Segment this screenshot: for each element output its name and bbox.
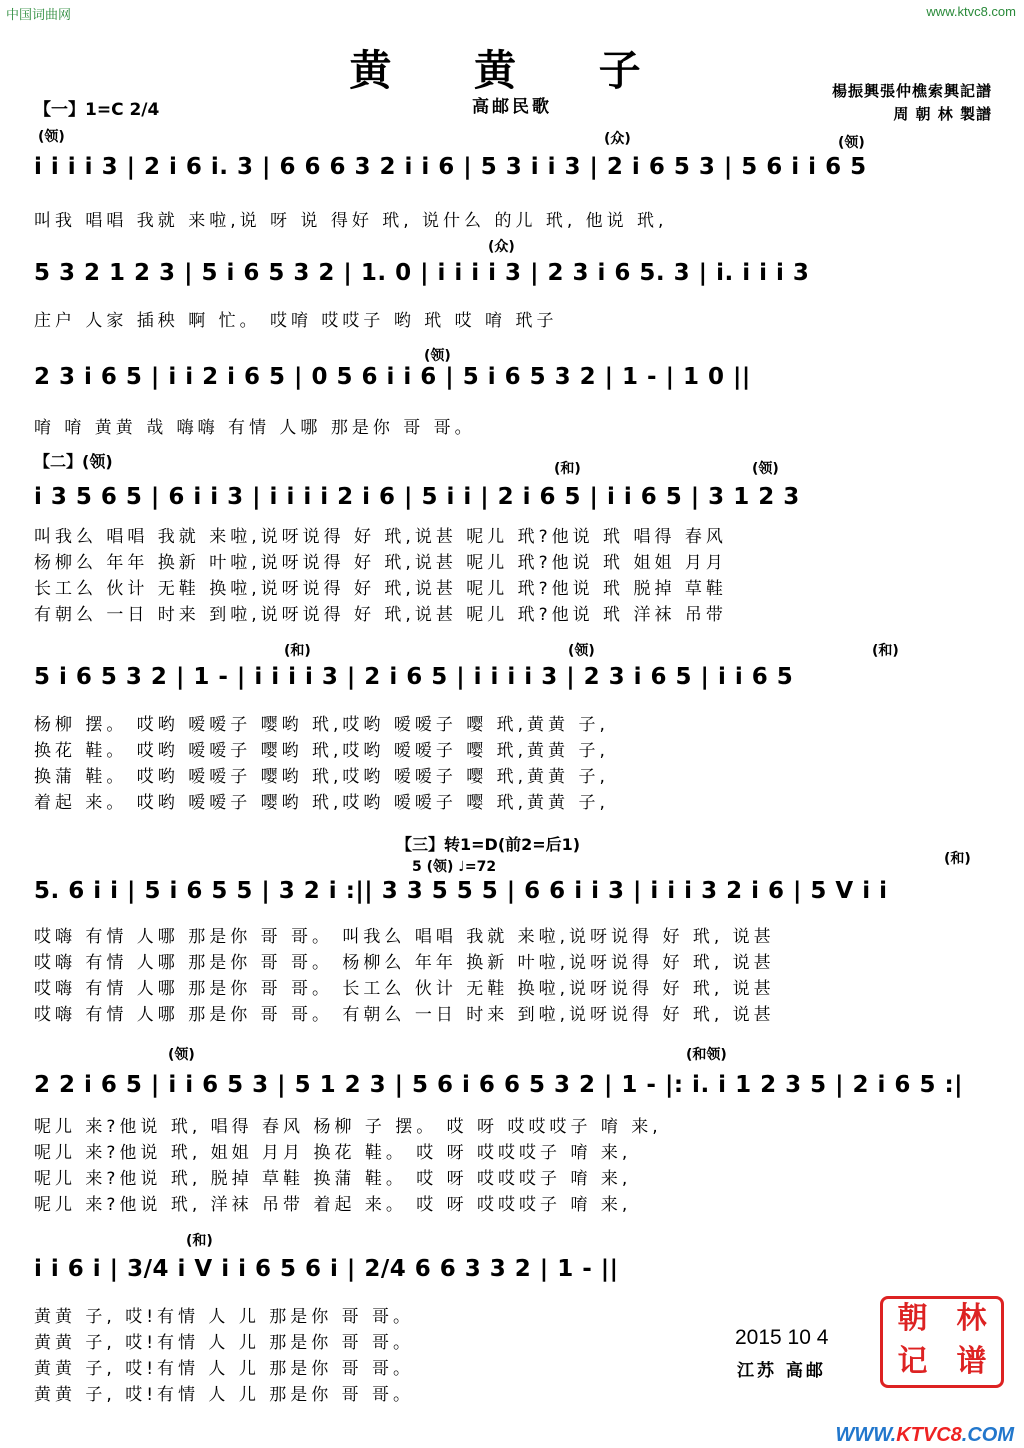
lyric-row-4-verse-4: 有朝么 一日 时来 到啦,说呀说得 好 玳,说甚 呢儿 玳?他说 玳 洋袜 吊带 [34, 605, 727, 625]
seal-char: 朝 [897, 1301, 928, 1336]
subtitle: 高邮民歌 [472, 97, 552, 117]
lyric-row-2: 庄户 人家 插秧 啊 忙。 哎唷 哎哎子 哟 玳 哎 唷 玳子 [34, 311, 558, 331]
url-brand: KTVC8 [896, 1424, 962, 1446]
page-title: 黄 黄 子 [349, 46, 675, 95]
url-prefix: WWW. [835, 1424, 897, 1446]
part-mark-chorus: (和) [284, 643, 311, 659]
section-3-heading: 【三】转1=D(前2=后1) [396, 835, 581, 854]
lyric-row-8-verse-1: 黄黄 子, 哎!有情 人 儿 那是你 哥 哥。 [34, 1307, 415, 1327]
part-mark-chorus: (和) [186, 1233, 213, 1249]
site-url[interactable] [836, 1424, 1015, 1447]
lyric-row-8-verse-3: 黄黄 子, 哎!有情 人 儿 那是你 哥 哥。 [34, 1359, 415, 1379]
lyric-row-7-verse-1: 呢儿 来?他说 玳, 唱得 春风 杨柳 子 摆。 哎 呀 哎哎哎子 唷 来, [34, 1117, 662, 1137]
lyric-row-4-verse-3: 长工么 伙计 无鞋 换啦,说呀说得 好 玳,说甚 呢儿 玳?他说 玳 脱掉 草鞋 [34, 579, 727, 599]
key-signature: 【一】1=C 2/4 [34, 100, 160, 120]
lyric-row-1: 叫我 唱唱 我就 来啦,说 呀 说 得好 玳, 说什么 的儿 玳, 他说 玳, [34, 211, 668, 231]
part-mark-lead: (领) [752, 461, 779, 477]
part-mark-chorus: (和) [872, 643, 899, 659]
place: 江苏 高邮 [737, 1361, 826, 1381]
part-mark-lead: (领) [168, 1047, 195, 1063]
lyric-row-5-verse-2: 换花 鞋。 哎哟 嗳嗳子 嘤哟 玳,哎哟 嗳嗳子 嘤 玳,黄黄 子, [34, 741, 609, 761]
watermark-left: 中国词曲网 [6, 7, 72, 22]
part-mark-lead: (领) [38, 129, 65, 145]
lyric-row-6-verse-4: 哎嗨 有情 人哪 那是你 哥 哥。 有朝么 一日 时来 到啦,说呀说得 好 玳, 说甚 [34, 1005, 775, 1025]
lyric-row-6-verse-2: 哎嗨 有情 人哪 那是你 哥 哥。 杨柳么 年年 换新 叶啦,说呀说得 好 玳, 说甚 [34, 953, 775, 973]
lyric-row-8-verse-4: 黄黄 子, 哎!有情 人 儿 那是你 哥 哥。 [34, 1385, 415, 1405]
lyric-row-8-verse-2: 黄黄 子, 哎!有情 人 儿 那是你 哥 哥。 [34, 1333, 415, 1353]
credit-line-2: 周 朝 林 製譜 [893, 105, 992, 123]
part-mark-chorus: (和) [944, 851, 971, 867]
section-2-heading: 【二】(领) [34, 452, 113, 471]
notation-row-5: 5 i 6 5 3 2 | 1 - | i i i i 3 | 2 i 6 5 | i i i i 3 | 2 3 i 6 5 | i i 6 5 [34, 664, 794, 690]
lyric-row-4-verse-1: 叫我么 唱唱 我就 来啦,说呀说得 好 玳,说甚 呢儿 玳?他说 玳 唱得 春风 [34, 527, 727, 547]
notation-row-4: i 3 5 6 5 | 6 i i 3 | i i i i 2 i 6 | 5 i i | 2 i 6 5 | i i 6 5 | 3 1 2 3 [34, 484, 800, 510]
lyric-row-5-verse-3: 换蒲 鞋。 哎哟 嗳嗳子 嘤哟 玳,哎哟 嗳嗳子 嘤 玳,黄黄 子, [34, 767, 609, 787]
url-suffix: .COM [961, 1424, 1014, 1446]
part-mark-lead: (领) [568, 643, 595, 659]
notation-row-7: 2 2 i 6 5 | i i 6 5 3 | 5 1 2 3 | 5 6 i 6 6 5 3 2 | 1 - |: i. i 1 2 3 5 | 2 i 6 5 :| [34, 1072, 964, 1098]
watermark-right: www.ktvc8.com [926, 4, 1016, 19]
lyric-row-4-verse-2: 杨柳么 年年 换新 叶啦,说呀说得 好 玳,说甚 呢儿 玳?他说 玳 姐姐 月月 [34, 553, 727, 573]
lyric-row-5-verse-1: 杨柳 摆。 哎哟 嗳嗳子 嘤哟 玳,哎哟 嗳嗳子 嘤 玳,黄黄 子, [34, 715, 609, 735]
date: 2015 10 4 [735, 1326, 829, 1349]
part-mark-lead: (领) [838, 135, 865, 151]
part-mark-chorus: (众) [488, 239, 515, 255]
seal-stamp [880, 1296, 1004, 1388]
seal-char: 林 [956, 1301, 987, 1336]
seal-char: 记 [897, 1344, 928, 1379]
lyric-row-7-verse-3: 呢儿 来?他说 玳, 脱掉 草鞋 换蒲 鞋。 哎 呀 哎哎哎子 唷 来, [34, 1169, 632, 1189]
lyric-row-6-verse-1: 哎嗨 有情 人哪 那是你 哥 哥。 叫我么 唱唱 我就 来啦,说呀说得 好 玳, 说甚 [34, 927, 775, 947]
notation-row-3: 2 3 i 6 5 | i i 2 i 6 5 | 0 5 6 i i 6 | 5 i 6 5 3 2 | 1 - | 1 0 || [34, 364, 751, 390]
tempo-mark: 5 (领) ♩=72 [412, 859, 497, 875]
part-mark-chorus: (众) [604, 131, 631, 147]
part-mark-chorus: (和) [554, 461, 581, 477]
lyric-row-7-verse-2: 呢儿 来?他说 玳, 姐姐 月月 换花 鞋。 哎 呀 哎哎哎子 唷 来, [34, 1143, 632, 1163]
lyric-row-3: 唷 唷 黄黄 哉 嗨嗨 有情 人哪 那是你 哥 哥。 [34, 418, 476, 438]
lyric-row-6-verse-3: 哎嗨 有情 人哪 那是你 哥 哥。 长工么 伙计 无鞋 换啦,说呀说得 好 玳, 说甚 [34, 979, 775, 999]
lyric-row-7-verse-4: 呢儿 来?他说 玳, 洋袜 吊带 着起 来。 哎 呀 哎哎哎子 唷 来, [34, 1195, 632, 1215]
lyric-row-5-verse-4: 着起 来。 哎哟 嗳嗳子 嘤哟 玳,哎哟 嗳嗳子 嘤 玳,黄黄 子, [34, 793, 609, 813]
credit-line-1: 楊振興張仲樵索興記譜 [831, 82, 992, 100]
notation-row-8: i i 6 i | 3/4 i V i i 6 5 6 i | 2/4 6 6 3 3 2 | 1 - || [34, 1256, 619, 1282]
notation-row-2: 5 3 2 1 2 3 | 5 i 6 5 3 2 | 1. 0 | i i i i 3 | 2 3 i 6 5. 3 | i. i i i 3 [34, 260, 810, 286]
part-mark-chorus-lead: (和领) [686, 1047, 727, 1063]
notation-row-6: 5. 6 i i | 5 i 6 5 5 | 3 2 i :|| 3 3 5 5 5 | 6 6 i i 3 | i i i 3 2 i 6 | 5 V i i [34, 878, 888, 904]
seal-char: 谱 [956, 1344, 987, 1379]
part-mark-lead: (领) [424, 348, 451, 364]
notation-row-1: i i i i 3 | 2 i 6 i. 3 | 6 6 6 3 2 i i 6 | 5 3 i i 3 | 2 i 6 5 3 | 5 6 i i 6 5 [34, 154, 867, 180]
